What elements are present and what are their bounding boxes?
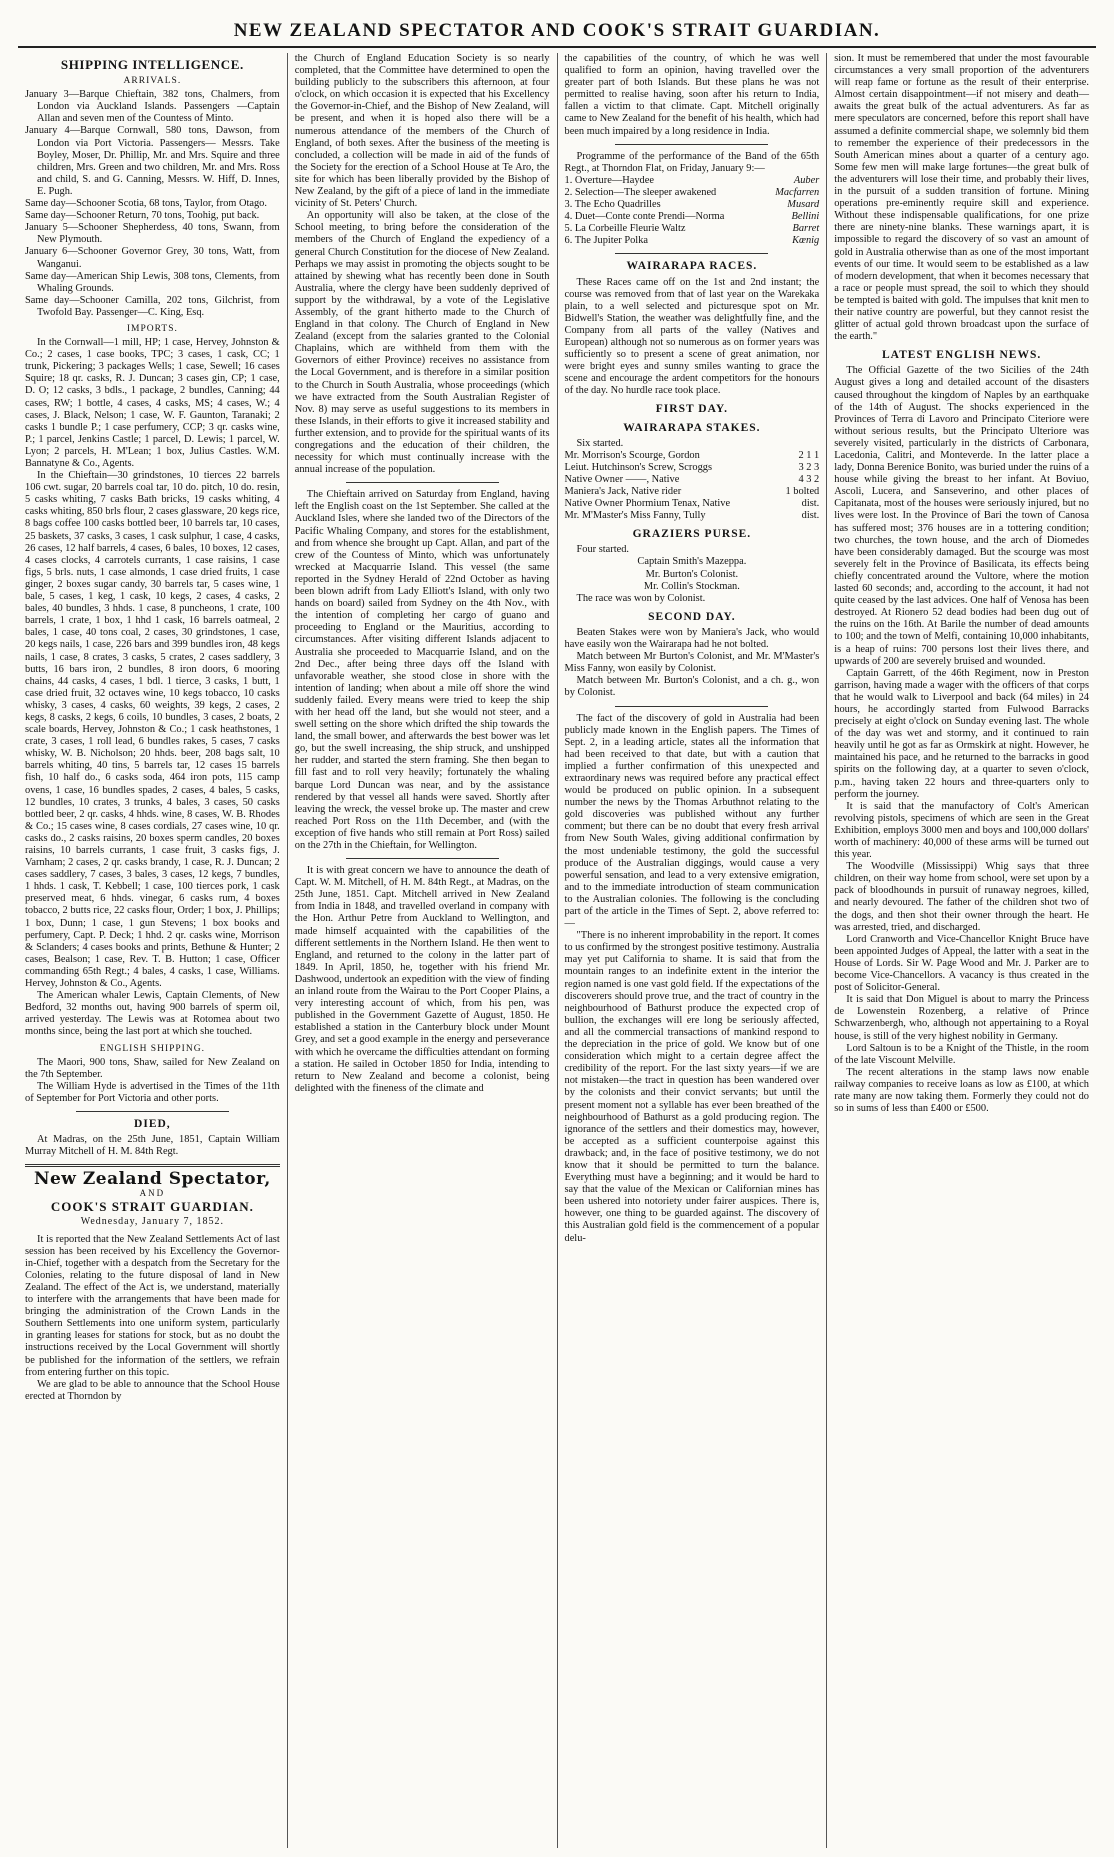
race-result: dist. xyxy=(801,510,820,522)
race-row xyxy=(565,462,820,474)
divider xyxy=(346,482,499,483)
columns xyxy=(18,53,1096,1848)
arrival-entry: Same day—Schooner Return, 70 tons, Toohig, put back. xyxy=(25,210,260,222)
programme-piece: 4. Duet—Conte conte Prendi—Norma xyxy=(564,211,725,223)
programme-row xyxy=(565,211,820,223)
programme-composer: Musard xyxy=(787,199,820,211)
arrival-entry: Same day—Schooner Scotia, 68 tons, Taylor, from Otago. xyxy=(25,198,267,210)
race-horse: Native Owner ——, Native xyxy=(564,473,680,485)
programme-composer: Kœnig xyxy=(792,235,820,247)
second-day-heading: SECOND DAY. xyxy=(648,610,736,623)
race-horse: Maniera's Jack, Native rider xyxy=(564,486,682,497)
programme-composer: Auber xyxy=(793,174,820,186)
lead-paragraph: We are glad to be able to announce that the School House erected at Thorndon by xyxy=(25,1378,280,1402)
chieftain-paragraph: The Chieftain arrived on Saturday from England, having left the English coast on the 1st September. She called at the Auckland Isles, where she landed two of the Directors of the Pacific Whaling Company, and stores for the establishment, and from whence she brought up Capt. Allan, and part of the crew of the Countess of Minto, which was unfortunately wrecked at Macquarrie Island. This vessel (the same reported in the Sydney Herald of 22nd October as having been blown adrift from Lady Elliott's Island, with only two hands on board) sailed from Sydney on the 4th Nov., with the intention of completing her cargo of guano and proceeding to England or the Mauritius, according to circumstances. After visiting different Islands adjacent to Australia she proceeded to Macquarrie Island, and on the 2nd Dec., after being three days off the Island with unfavorable weather, she stood close in shore with the intention of landing; when about a mile off shore the wind suddenly failed. Every means were tried to keep the ship with her head off the land, but she would not steer, and a swell setting on the shore which drifted the ship towards the land, the small bower, and afterwards the best bower was let go, but the swell increasing, the ship struck, and unshipped her rudder, and started the stern framing. She then began to fill fast and to roll very heavily; fortunately the whaling barque Lord Duncan was near, and by the assistance rendered by that vessel all hands were saved. Shortly after leaving the wreck, the vessel broke up. The master and crew reached Port Ross on the 11th December, and (with the exception of five hands who still remain at Port Ross) sailed on the 27th in the Chieftain, for Wellington. xyxy=(294,489,550,851)
shipping-heading: SHIPPING INTELLIGENCE. xyxy=(60,57,244,72)
divider xyxy=(346,858,499,859)
programme-composer: Bellini xyxy=(791,211,820,223)
race-result: dist. xyxy=(801,498,820,510)
news-paragraph: Lord Saltoun is to be a Knight of the Thistle, in the room of the late Viscount Melville. xyxy=(834,1042,1089,1066)
second-day-paragraph: Match between Mr. Burton's Colonist, and a ch. g., won by Colonist. xyxy=(564,675,820,699)
programme-piece: 5. La Corbeille Fleurie Waltz xyxy=(564,223,686,235)
column-1 xyxy=(18,53,288,1848)
news-paragraph: Lord Cranworth and Vice-Chancellor Knight Bruce have been appointed Judges of Appeal, the latter with a seat in the House of Lords. Sir W. Page Wood and Mr. J. Parker are to become Vice-Chancellors. A vacancy is thus created in the post of Solicitor-General. xyxy=(834,933,1089,994)
programme-table xyxy=(565,175,820,248)
race-result: 4 3 2 xyxy=(798,473,820,485)
stakes-heading: WAIRARAPA STAKES. xyxy=(623,421,761,434)
race-row xyxy=(565,510,820,522)
programme-composer: Barret xyxy=(792,223,820,235)
imports-paragraph: In the Cornwall—1 mill, HP; 1 case, Hervey, Johnston & Co.; 2 cases, 1 case books, TPC; 3 cases, 1 cask, CC; 1 trunk, Pickering; 3 packages Wells; 1 case, Sewell; 16 cases Squire; 18 qr. casks, R. J. Duncan; 3 cases gin, CP; 1 case, D. O; 12 casks, 3 bdls., 1 package, 2 bundles, Canning; 44 cases, RW; 1 bottle, 4 cases, 4 casks, MS; 4 cases, W.; 4 cases, J. Black, Nelson; 1 case, W. F. Gaunton, Taranaki; 2 casks 1 bundle P.; 1 case perfumery, CCP; 3 qr. casks wine, P.; 1 parcel, Jenkins Castle; 1 parcel, D. Lewis; 1 parcel, W. Lyon; 2 parcels, H. M'Lean; 1 box, Julius Castles. W.M. Bannatyne & Co., Agents. xyxy=(25,337,280,469)
paper-and: AND xyxy=(139,1188,166,1199)
divider xyxy=(615,144,768,145)
lewis-paragraph: The American whaler Lewis, Captain Clements, of New Bedford, 32 months out, having 900 barrels of sperm oil, arrived yesterday. The Lewis was at Rotomea about two months since, being the last port at which she touched. xyxy=(25,990,280,1038)
died-label: DIED, xyxy=(134,1117,171,1130)
programme-composer: Macfarren xyxy=(775,186,820,198)
column-4 xyxy=(827,53,1096,1848)
masthead: NEW ZEALAND SPECTATOR AND COOK'S STRAIT GUARDIAN. xyxy=(233,20,881,41)
divider xyxy=(615,706,768,707)
paper-date: Wednesday, January 7, 1852. xyxy=(80,1215,225,1227)
news-paragraph: It is said that the manufactory of Colt's American revolving pistols, specimens of which are seen in the Great Exhibition, employs 3000 men and boys and 100,000 dollars' worth of machinery: 40,000 of these arms will be turned out this year. xyxy=(834,800,1089,861)
arrival-entry: January 4—Barque Cornwall, 580 tons, Dawson, from London via Port Victoria. Passengers— Messrs. Take Boyley, Moser, Dr. Phillip, Mr. and Mrs. Squire and three children, Mrs. Green and two children, Mr. and Mrs. Ross and child, S. and G. Canning, Messrs. W. Hiff, D. Innes, E. Pugh. xyxy=(25,125,280,197)
graziers-entry: Captain Smith's Mazeppa. xyxy=(637,556,747,568)
programme-row xyxy=(565,187,820,199)
column-2 xyxy=(288,53,558,1848)
article-paragraph: sion. It must be remembered that under the most favourable circumstances a very small proportion of the adventurers will reap fame or fortune as the result of their enterprise. Almost certain disappointment—if not misery and death—awaits the great bulk of the actual adventurers. As far as mere speculators are concerned, before this report shall have assumed a definite commercial shape, we solemnly bid them to remember the experience of their predecessors in the South American mines about a quarter of a century ago. Some few men will make large fortunes—the great bulk of the adventurers will lose their time, and probably their lives, in the pursuit of a sudden transition of fortune. Mining operations pre-eminently require skill and experience. Without these indispensable qualifications, for one prize there are ninety-nine blanks. These warnings apart, it is impossible to regard the discovery of so vast an amount of gold in Australia otherwise than as one of the most important events of our time. It would seem to be established as a law of modern development, that when it becomes necessary that a race or people must spread, the soil to which they should be tempted is baited with gold. The impulses that knit men to their native country are powerful, but they cannot resist the glitter of actual gold thrown broadcast upon the surface of the earth." xyxy=(834,53,1089,343)
race-result: 2 1 1 xyxy=(798,449,820,461)
programme-row xyxy=(565,235,820,247)
race-horse: Leiut. Hutchinson's Screw, Scroggs xyxy=(564,461,713,473)
programme-row xyxy=(565,175,820,187)
english-shipping-entry: The Maori, 900 tons, Shaw, sailed for New Zealand on the 7th September. xyxy=(25,1056,280,1080)
imports-paragraph: In the Chieftain—30 grindstones, 10 tierces 22 barrels 106 cwt. sugar, 20 barrels coal tar, 10 do. pitch, 10 do. resin, 5 casks whiting, 7 casks Bath bricks, 19 casks whiting, 4 casks whiting, 850 brls flour, 2 cases glassware, 20 kegs rice, 8 bags coffee 100 casks bottled beer, 10 barrels tar, 10 cases, 25 baskets, 37 casks, 3 cases, 1 cask sulphur, 1 case, 4 casks, 26 cases, 12 half barrels, 4 cases, 6 bales, 10 boxes, 12 cases, 4 cases clocks, 4 carrotels currants, 1 case raisins, 1 case figs, 5 brls. nuts, 1 case almonds, 1 case dried fruits, 1 case ginger, 2 boxes sugar candy, 30 barrels tar, 5 cases wine, 1 bale, 5 cases, 1 keg, 1 cask, 10 kegs, 2 cases, 4 casks, 2 bales, 40 bundles, 3 hhds. 1 case, 8 puncheons, 1 crate, 100 barrels, 1 crate, 1 box, 1 hhd 1 cask, 16 barrels oatmeal, 2 bales, 1 case, 40 tons coal, 2 cases, 30 grindstones, 1 case, 20 kegs nails, 1 case, 226 bars and 399 bundles iron, 48 kegs nails, 1 case, 8 crates, 3 casks, 5 crates, 2 cases saddlery, 3 butts, 16 bars iron, 2 bundles, 8 iron doors, 6 mooring chains, 44 casks, 4 cases, 1 bdl. 1 tierce, 3 casks, 1 butt, 1 case dried fruit, 32 octaves wine, 10 kegs tobacco, 10 casks whisky, 3 cases, 4 casks, 60 weights, 39 kegs, 2 cases, 2 kegs, 8 casks, 2 kegs, 6 coils, 10 bundles, 3 cases, 2 boats, 2 scale boards, Hervey, Johnston & Co.; 1 cask heathstones, 1 crate, 3 cases, 1 roll lead, 6 bundles rakes, 5 cases, 7 casks whisky, W. B. Nicholson; 20 hhds. beer, 208 bags salt, 10 barrels whiting, 40 tins, 5 barrels tar, 12 cases 15 barrels fish, 10 half do., 6 casks soda, 464 iron pots, 115 camp ovens, 1 case, 16 bundles spades, 2 cases, 4 bales, 5 casks, 12 bundles, 10 crates, 3 trunks, 4 bales, 3 cases, 50 casks bottled beer, 2 qr. casks, 4 hhds. wine, 8 cases, W. B. Rhodes & Co.; 15 cases wine, 8 cases cordials, 27 cases wine, 10 qr. casks do., 2 casks raisins, 20 boxes sperm candles, 20 boxes raisins, 10 barrels currants, 1 case fruit, 3 casks figs, J. Varnham; 2 cases, 2 qr. casks brandy, 1 case, R. J. Duncan; 2 cases saddlery, 7 cases, 3 bales, 3 cases, 12 kegs, 7 bundles, 1 hhds. 1 cask, T. Kebbell; 1 case, 100 tierces pork, 1 cask preserved meat, 6 hhds. vinegar, 6 casks rum, 4 boxes tobacco, 2 butts rice, 22 casks flour, Order; 1 box, J. Phillips; 1 box, Dunn; 1 case, 1 gun Stevens; 1 box books and perfumery, Capt. P. Deck; 1 hhd. 2 qr. casks wine, Morrison & Sclanders; 4 cases books and prints, Bethune & Hunter; 2 cases, Bealson; 1 case, Rev. T. B. Hutton; 1 case, Officer commanding 65th Regt.; 4 bales, 4 casks, 1 case, Williams. Hervey, Johnston & Co., Agents. xyxy=(25,470,280,990)
article-paragraph: the capabilities of the country, of which he was well qualified to form an opinion, having travelled over the greater part of both Islands. But these plans he was not permitted to realise having, soon after his return to India, fallen a victim to that climate. Capt. Mitchell originally came to New Zealand for the benefit of his health, which had been much impaired by a long residence in India. xyxy=(564,53,820,137)
programme-row xyxy=(565,199,820,211)
news-paragraph: The recent alterations in the stamp laws now enable railway companies to receive loans as low as £100, at which rate many are now taking them. Formerly they could not do so in sums of less than £400 or £500. xyxy=(834,1066,1089,1115)
arrival-entry: January 5—Schooner Shepherdess, 40 tons, Swann, from New Plymouth. xyxy=(25,222,280,246)
arrivals-label: ARRIVALS. xyxy=(123,76,182,87)
gold-paragraph: "There is no inherent improbability in the report. It comes to us confirmed by the strongest positive testimony. Australia may yet put California to shame. It is said that from the mountain ranges to an indefinite extent in the interior the region named is one vast gold field. If the expectations of the discoverers should prove true, and the tract of country in the neighbourhood of Bathurst produce the expected crop of bullion, the exchanges will ere long be seriously affected, and all the commercial transactions of mankind respond to the depreciation in the price of gold. We know but of one consideration which might to a certain degree affect the credibility of the report. For the last sixty years—if we are not mistaken—the tract in question has been wandered over by the colonists and their convict servants; but until the present moment not a syllable has ever been breathed of the neighbourhood of Bathurst as a gold producing region. The ignorance of the settlers and their domestics may, however, be accepted as a sufficient counterpoise against this drawback; and, in the face of positive testimony, we do not know that it should be permitted to turn the balance. Everything must have a beginning; and it would be hard to say that the value of the Mexican or Californian mines has been ushered into notoriety under fairer auspices. There is, however, one thing to be guarded against. The discovery of this Australian gold field is the commencement of a popular delu- xyxy=(564,930,820,1244)
race-result: 3 2 3 xyxy=(798,461,820,473)
divider xyxy=(615,253,768,254)
race-horse: Mr. M'Master's Miss Fanny, Tully xyxy=(564,510,706,522)
programme-piece: 2. Selection—The sleeper awakened xyxy=(564,186,717,198)
first-day-heading: FIRST DAY. xyxy=(655,403,728,416)
graziers-entry: Mr. Collin's Stockman. xyxy=(643,580,740,592)
race-result: 1 bolted xyxy=(785,486,820,497)
programme-row xyxy=(565,223,820,235)
arrival-entry: Same day—American Ship Lewis, 308 tons, Clements, from Whaling Grounds. xyxy=(25,270,280,294)
race-row xyxy=(565,474,820,486)
died-notice: At Madras, on the 25th June, 1851, Captain William Murray Mitchell of H. M. 84th Regt. xyxy=(25,1134,280,1158)
race-row xyxy=(565,486,820,498)
article-paragraph: the Church of England Education Society is so nearly completed, that the Committee have determined to open the building publicly to the subscribers this afternoon, at four o'clock, on which occasion it is expected that his Excellency the Governor-in-Chief, and the Bishop of New Zealand, will be present, and when it is hoped also there will be a numerous attendance of the members of the Church of England, of both sexes. After the business of the meeting is concluded, a collection will be made in aid of the funds of the Society for the erection of a School House at Te Aro, the site for which has been liberally provided by the Bishop of New Zealand, by the gift of a piece of land in the immediate vicinity of St. Peters' Church. xyxy=(294,53,550,210)
programme-piece: 3. The Echo Quadrilles xyxy=(564,199,661,211)
mitchell-paragraph: It is with great concern we have to announce the death of Capt. W. M. Mitchell, of H. M. 84th Regt., at Madras, on the 25th June, 1851. Capt. Mitchell arrived in New Zealand from India in 1848, and travelled overland in company with the Hon. Arthur Petre from Auckland to Wellington, and made himself acquainted with the capabilities of the different settlements in the Northern Island. He then went to England, and returned to the colony in the latter part of 1849. In April, 1850, he, together with his friend Mr. Dashwood, undertook an expedition with the view of finding an inland route from the Wairau to the Port Cooper Plains, a very interesting account of which, from his pen, was published in the Government Gazette of August, 1850. He established a station in the Canterbury block under Mount Grey, and set a good example in the energy and perseverance with which he overcame the difficulties attendant on forming a station. He sailed in October 1850 for India, intending to return to New Zealand and become a colonist, being delighted with the fineness of the climate and xyxy=(294,865,550,1094)
paper-title-2: COOK'S STRAIT GUARDIAN. xyxy=(50,1199,254,1215)
divider xyxy=(25,1164,280,1167)
second-day-paragraph: Beaten Stakes were won by Maniera's Jack, who would have easily won the Wairarapa had he not bolted. xyxy=(564,626,820,651)
news-paragraph: The Woodville (Mississippi) Whig says that three children, on their way home from school, were set upon by a pack of bloodhounds in pursuit of runaway negroes, killed, and nearly devoured. The father of the children shot two of the dogs, and then shot their owner through the heart. He was arrested, tried, and discharged. xyxy=(834,861,1089,933)
arrival-entry: January 3—Barque Chieftain, 382 tons, Chalmers, from London via Auckland Islands. Passengers —Captain Allan and seven men of the Countess of Minto. xyxy=(25,89,280,125)
race-results-table xyxy=(565,450,820,523)
news-heading: LATEST ENGLISH NEWS. xyxy=(882,349,1042,362)
gold-paragraph: The fact of the discovery of gold in Australia had been publicly made known in the English papers. The Times of Sept. 2, in a leading article, states all the information that had been received to that date, but with a caution that implied a further confirmation of this unexpected and extraordinary news was required before any practical effect would be produced on public opinion. In a subsequent number the news by the Thomas Arbuthnot relating to the gold discoveries was published without any further comment; but there can be no doubt that every fresh arrival from New South Wales, giving additional confirmation by the most undeniable testimony, the gold the successful produce of the Australian diggings, would cause a very powerful sensation, and lead to a very extensive emigration, and to the immediate introduction of steam communication to the Australian colonies. The following is the concluding part of the article in the Times of Sept. 2, above referred to:— xyxy=(564,712,820,930)
races-intro: These Races came off on the 1st and 2nd instant; the course was removed from that of last year on the Warekaka plain, to a well selected and picturesque spot on Mr. Bidwell's Station, the weather was delightfully fine, and the Company from all parts of the valley (Natives and European) although not so numerous as on former years was sufficiently so to present a scene of great animation, nor were bright eyes and sunny smiles wanting to grace the scene and encourage the ardent competitors for the honours of the day. No hurdle race took place. xyxy=(564,276,820,397)
graziers-heading: GRAZIERS PURSE. xyxy=(632,528,752,541)
english-shipping-entry: The William Hyde is advertised in the Times of the 11th of September for Port Victoria and other ports. xyxy=(25,1080,280,1104)
arrival-entry: Same day—Schooner Camilla, 202 tons, Gilchrist, from Twofold Bay. Passenger—C. King, Esq. xyxy=(25,294,280,318)
arrival-entry: January 6—Schooner Governor Grey, 30 tons, Watt, from Wanganui. xyxy=(25,246,280,270)
graziers-started: Four started. xyxy=(576,544,630,556)
masthead-rule xyxy=(18,46,1096,48)
news-paragraph: The Official Gazette of the two Sicilies of the 24th August gives a long and detailed account of the disasters caused throughout the kingdom of Naples by an earthquake of the 14th of August. The shocks experienced in the Provinces of Terra di Lavoro and Principato Citeriore were without serious results, but the Principato Ulteriore was severely visited, particularly in the districts of Carbonara, Lacedonia, Calitri, and Monteverde. In the latter place a lady, Donna Berenice Bonito, was buried under the ruins of a house while giving the breast to her infant. At Boviuo, Ascoli, Lucera, and Sanseverino, and other places of Capitanata, most of the houses were seriously injured, but no lives were lost. In the Province of Bari the town of Canosa has suffered most; 376 houses are in a tottering condition; two churches, the town house, and the arch of Diomedes have been considerably damaged. But the scourge was most severely felt in the Province of Basilicata, its effects being chiefly concentrated around the Vultore, where the motion lasted 60 seconds; and, according to the account, it had not quite ceased by the last advices. One half of Venosa has been destroyed. At Rionero 52 dead bodies had been dug out of the ruins on the 16th. At Barile the number of dead amounts to 100; and the town of Melfi, containing 10,000 inhabitants, is a heap of ruins: 700 persons lost their lives there, and upwards of 200 are severely bruised and wounded. xyxy=(834,365,1089,667)
graziers-won: The race was won by Colonist. xyxy=(576,592,706,604)
news-paragraph: It is said that Don Miguel is about to marry the Princess de Lowenstein Rozenberg, a relative of Prince Schwarzenbergh, who, although not appertaining to a Royal house, is still of the very highest nobility in Germany. xyxy=(834,994,1089,1042)
race-horse: Mr. Morrison's Scourge, Gordon xyxy=(564,449,700,461)
race-row xyxy=(565,450,820,462)
news-paragraph: Captain Garrett, of the 46th Regiment, now in Preston garrison, having made a wager with the officers of that corps that he would walk to Liverpool and back (64 miles) in 24 hours, he accordingly started from Fulwood Barracks precisely at eight o'clock on Sunday evening last. The whole of the day was wet and stormy, and it continued to rain heavily until he got as far as Ormskirk at night. However, he maintained his pace, and he returned to the barracks in good spirits on the following day, at a quarter to seven o'clock, p.m., having taken 22 hours and three-quarters only to perform the journey. xyxy=(834,667,1089,800)
race-row xyxy=(565,498,820,510)
lead-paragraph: It is reported that the New Zealand Settlements Act of last session has been received by his Excellency the Governor-in-Chief, together with a despatch from the Secretary for the Colonies, relating to the future disposal of land in New Zealand. The effect of the Act is, we understand, materially to interfere with the arrangements that have been made for bringing the administration of the Crown Lands in the Southern Settlements into one uniform system, particularly in granting leases for stations for stock, but as no doubt the instructions received by the Local Government will shortly be published for the information of the settlers, we refrain from entering further on this topic. xyxy=(25,1233,280,1378)
programme-intro: Programme of the performance of the Band of the 65th Regt., at Thorndon Flat, on Friday, January 9:— xyxy=(564,150,820,174)
column-3 xyxy=(558,53,828,1848)
graziers-entry: Mr. Burton's Colonist. xyxy=(645,568,739,580)
second-day-paragraph: Match between Mr Burton's Colonist, and Mr. M'Master's Miss Fanny, won easily by Colonist. xyxy=(564,651,820,675)
programme-piece: 6. The Jupiter Polka xyxy=(564,235,649,247)
race-horse: Native Owner Phormium Tenax, Native xyxy=(564,498,731,510)
article-paragraph: An opportunity will also be taken, at the close of the School meeting, to bring before the consideration of the members of the Church of England the expediency of a general Church Constitution for the diocese of New Zealand. Perhaps we may assist in promoting the objects sought to be attained by shewing what has recently been done in South Australia, where the clergy have been suddenly deprived of support by the withdrawal, by a vote of the Legislative Assembly, of the grant hitherto made to the Church of England in that colony. The Church of England in New Zealand (except from the salaries granted to the Colonial Chaplains, which are withheld from them with the Governors of either Province) receives no assistance from the Local Government, and is therefore in a similar position to the Church in South Australia, whose proceedings (which we have extracted from the South Australian Register of Nov. 8) may serve as useful suggestions to its members in these Islands, in their efforts to give it increased stability and further extension, and to provide for the spiritual wants of its congregations and the education of their children, the necessity for which must continually increase with the annual increase of the population. xyxy=(294,210,550,476)
stakes-started: Six started. xyxy=(576,437,624,449)
english-shipping-label: ENGLISH SHIPPING. xyxy=(99,1043,205,1054)
programme-piece: 1. Overture—Haydee xyxy=(564,174,654,186)
paper-title: New Zealand Spectator, xyxy=(33,1169,271,1190)
divider xyxy=(76,1111,229,1112)
races-heading: WAIRARAPA RACES. xyxy=(626,260,758,273)
imports-label: IMPORTS. xyxy=(126,323,178,334)
